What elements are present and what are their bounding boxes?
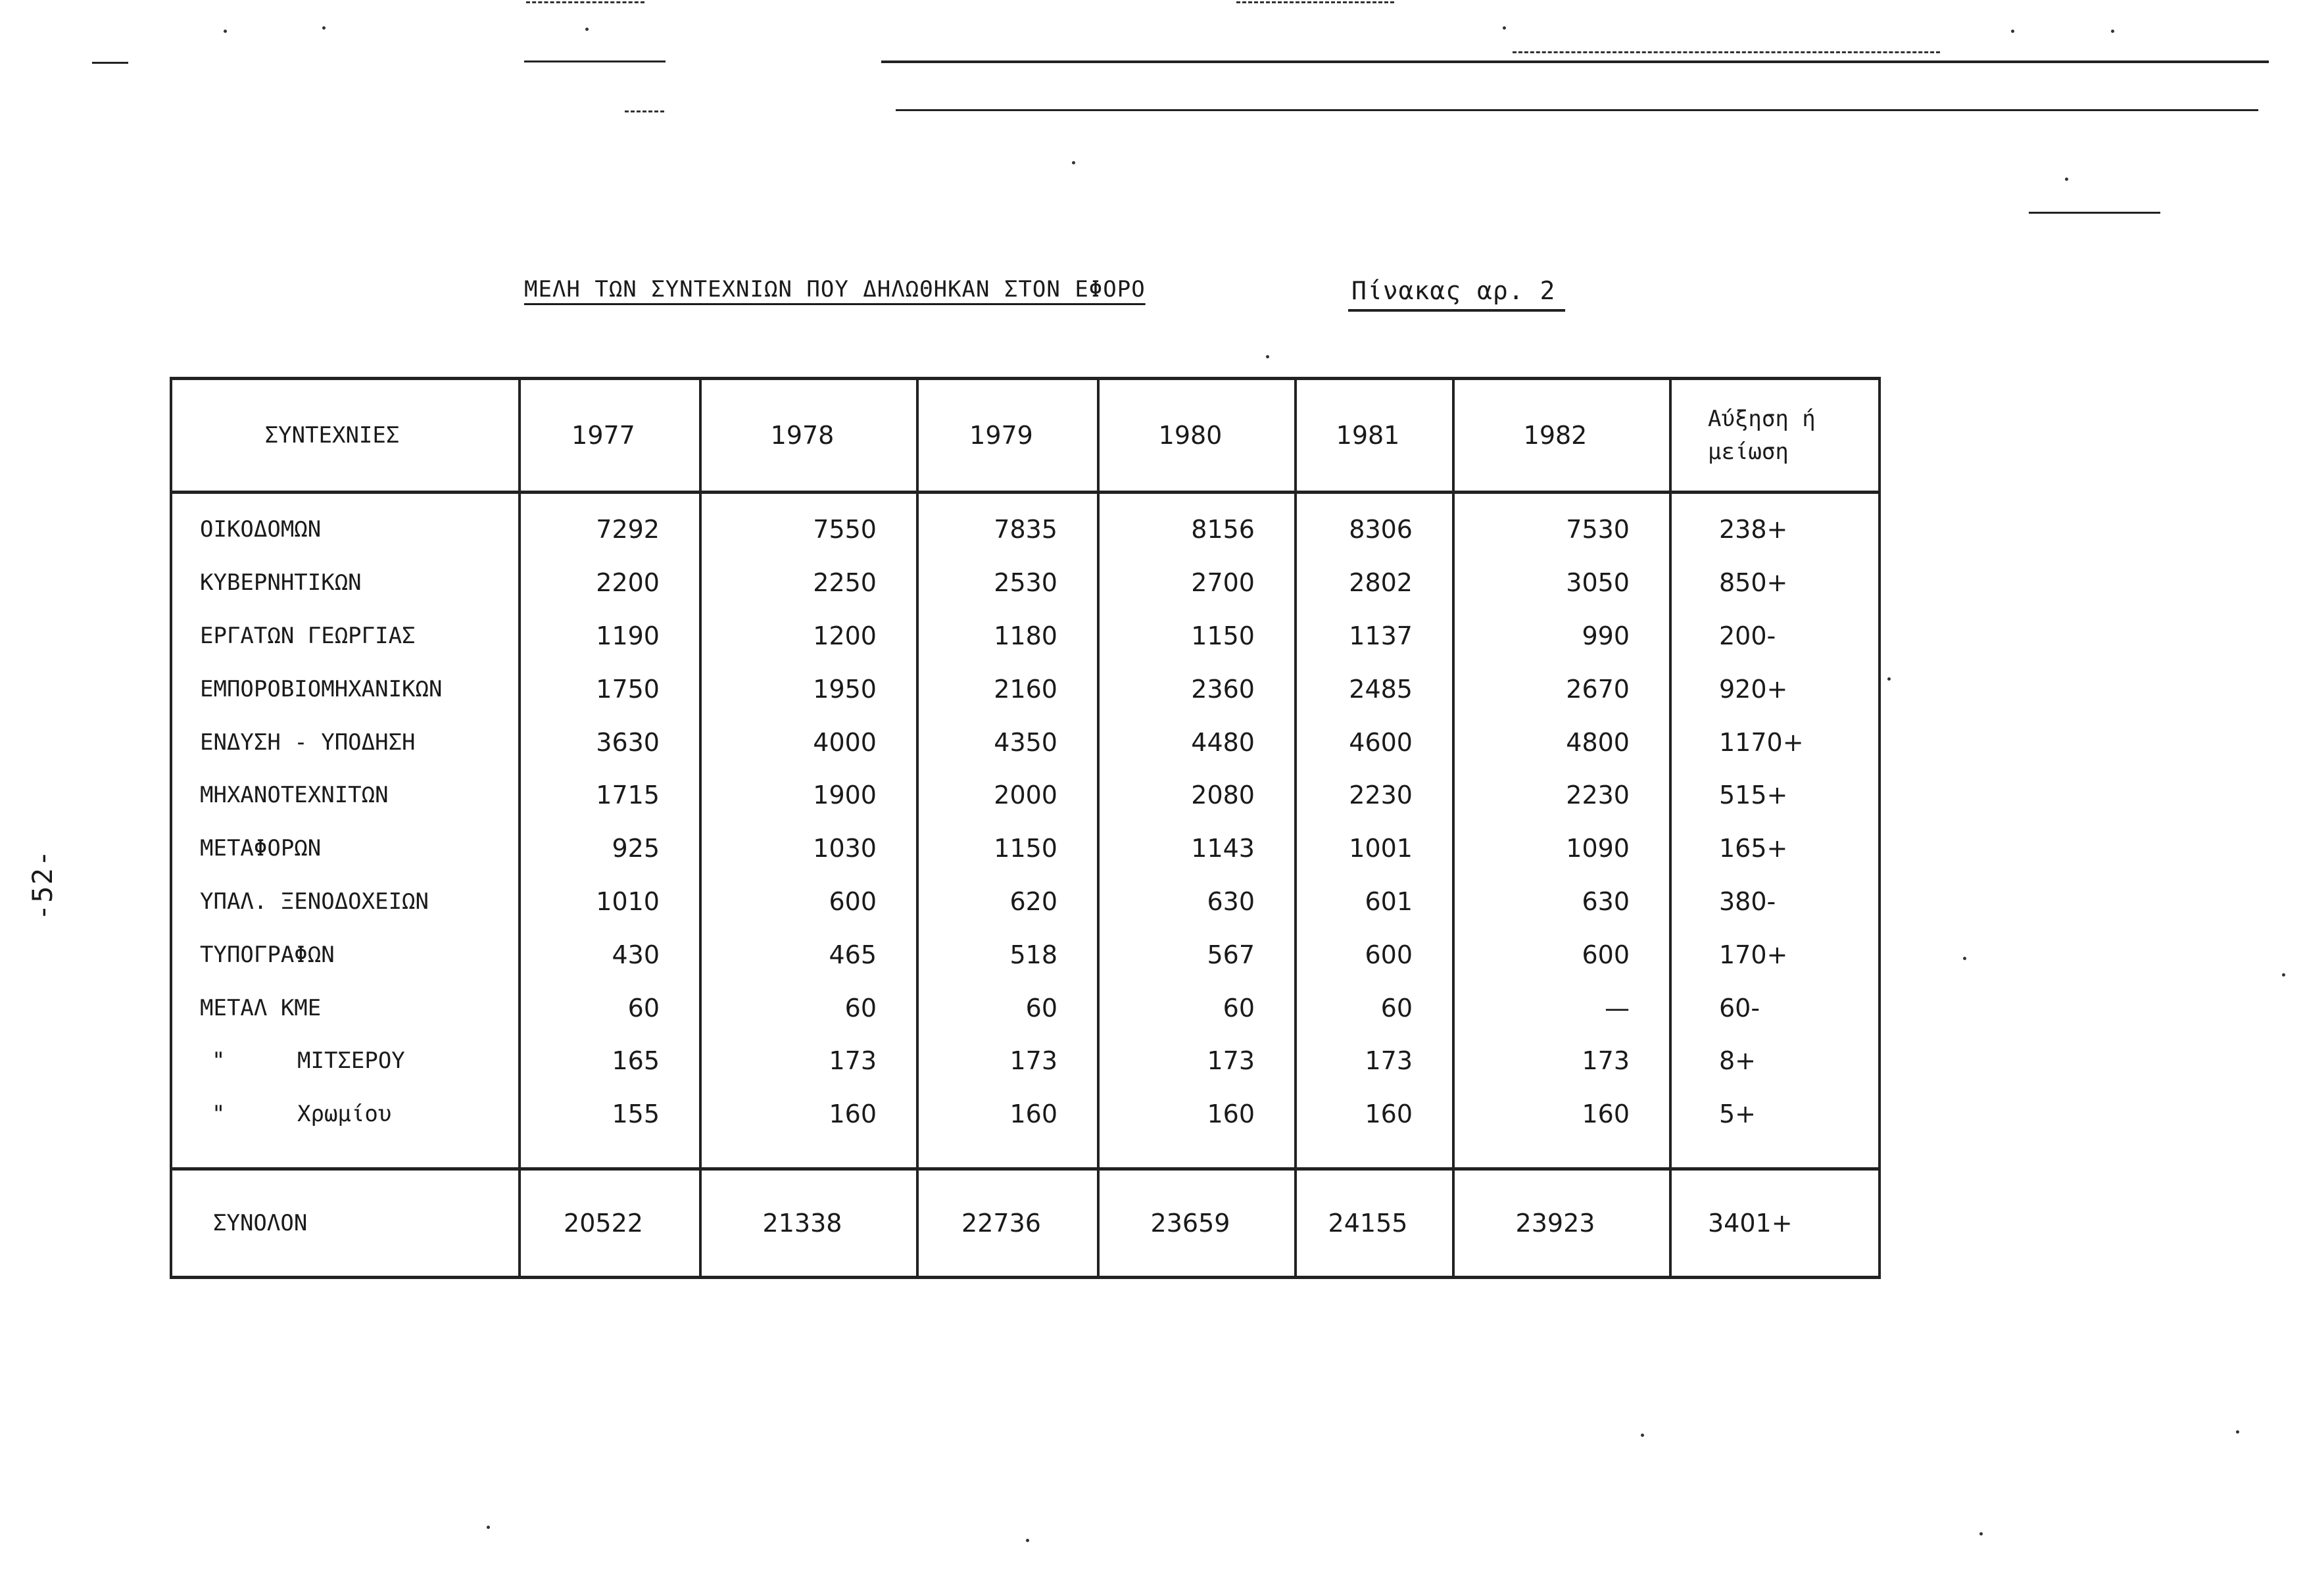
value-cell: 1200 (700, 610, 917, 663)
union-name-cell (171, 875, 520, 929)
union-name-cell (171, 981, 520, 1034)
value-cell: 2230 (1296, 769, 1453, 822)
total-row (171, 1169, 1880, 1277)
value-cell: 4350 (917, 715, 1098, 769)
union-name: ΕΡΓΑΤΩΝ ΓΕΩΡΓΙΑΣ (200, 622, 416, 649)
table-row (171, 556, 1880, 610)
header-rule (881, 60, 2269, 63)
change-cell: 170+ (1670, 928, 1880, 981)
value-cell: 160 (1296, 1088, 1453, 1141)
value-cell: 173 (1098, 1034, 1296, 1088)
scan-speck (1979, 1532, 1983, 1536)
value-cell: 630 (1453, 875, 1670, 929)
union-name: ΜΕΤΑΛ ΚΜΕ (200, 994, 322, 1021)
value-cell: 60 (700, 981, 917, 1034)
change-cell: 60- (1670, 981, 1880, 1034)
value-cell: 925 (520, 822, 700, 875)
table-row (171, 493, 1880, 556)
value-cell: 2200 (520, 556, 700, 610)
value-cell: 60 (1098, 981, 1296, 1034)
header-rule (524, 60, 666, 62)
scan-speck (1641, 1434, 1644, 1437)
table-row (171, 715, 1880, 769)
total-cell: 24155 (1296, 1169, 1453, 1277)
union-name-cell (171, 1034, 520, 1088)
change-cell: 165+ (1670, 822, 1880, 875)
header-rule (896, 109, 2258, 111)
header-dash (1513, 51, 1940, 53)
value-cell: 2250 (700, 556, 917, 610)
table-row (171, 1034, 1880, 1088)
union-name: Χρωμίου (297, 1101, 392, 1128)
scan-speck (2065, 178, 2068, 181)
value-cell: 2360 (1098, 662, 1296, 715)
spacer-cell (520, 1141, 700, 1169)
value-cell: 1010 (520, 875, 700, 929)
scan-speck (1963, 957, 1966, 960)
scan-speck (2111, 30, 2114, 33)
table-row (171, 875, 1880, 929)
union-name-cell (171, 1088, 520, 1141)
value-cell: 1180 (917, 610, 1098, 663)
value-cell: 1150 (917, 822, 1098, 875)
union-name-cell (171, 769, 520, 822)
union-name: ΜΙΤΣΕΡΟΥ (297, 1048, 405, 1075)
value-cell: 601 (1296, 875, 1453, 929)
value-cell: 60 (1296, 981, 1453, 1034)
value-cell: 1900 (700, 769, 917, 822)
header-rule (92, 62, 128, 64)
value-cell: 518 (917, 928, 1098, 981)
value-cell: 2485 (1296, 662, 1453, 715)
union-name: ΟΙΚΟΔΟΜΩΝ (200, 516, 322, 543)
table-label-underline (1348, 309, 1565, 312)
scan-speck (224, 30, 227, 33)
column-header-1977: 1977 (520, 379, 700, 493)
value-cell: 1001 (1296, 822, 1453, 875)
scan-speck (1503, 26, 1506, 30)
value-cell: 1950 (700, 662, 917, 715)
value-cell: 60 (917, 981, 1098, 1034)
union-name-cell (171, 928, 520, 981)
page-number: -52- (26, 848, 59, 921)
scan-speck (1266, 355, 1269, 358)
value-cell: 4480 (1098, 715, 1296, 769)
value-cell: 173 (917, 1034, 1098, 1088)
union-name: ΕΜΠΟΡΟΒΙΟΜΗΧΑΝΙΚΩΝ (200, 675, 443, 702)
value-cell: 7550 (700, 493, 917, 556)
ditto-mark: " (212, 1048, 226, 1075)
union-name-cell (171, 556, 520, 610)
value-cell: 7292 (520, 493, 700, 556)
union-name-cell (171, 715, 520, 769)
value-cell: 160 (700, 1088, 917, 1141)
value-cell: 173 (700, 1034, 917, 1088)
value-cell: 2802 (1296, 556, 1453, 610)
scan-speck (2282, 973, 2285, 977)
value-cell: 165 (520, 1034, 700, 1088)
table-row (171, 662, 1880, 715)
total-cell: 22736 (917, 1169, 1098, 1277)
table-row (171, 769, 1880, 822)
column-header-change: Αύξηση ή μείωση (1670, 379, 1880, 493)
total-cell: 23659 (1098, 1169, 1296, 1277)
change-cell: 920+ (1670, 662, 1880, 715)
header-dash (625, 110, 664, 112)
change-cell: 238+ (1670, 493, 1880, 556)
scan-speck (1072, 161, 1075, 164)
scan-speck (2011, 30, 2014, 33)
value-cell: 8156 (1098, 493, 1296, 556)
value-cell: 2230 (1453, 769, 1670, 822)
change-cell: 515+ (1670, 769, 1880, 822)
spacer-cell (1296, 1141, 1453, 1169)
change-cell: 1170+ (1670, 715, 1880, 769)
value-cell: 2670 (1453, 662, 1670, 715)
column-header-1979: 1979 (917, 379, 1098, 493)
value-cell: 2160 (917, 662, 1098, 715)
union-name-cell (171, 610, 520, 663)
value-cell: 600 (700, 875, 917, 929)
value-cell: 8306 (1296, 493, 1453, 556)
scan-speck (1887, 677, 1891, 681)
value-cell: 2080 (1098, 769, 1296, 822)
value-cell: 1030 (700, 822, 917, 875)
value-cell: 173 (1296, 1034, 1453, 1088)
table-title: ΜΕΛΗ ΤΩΝ ΣΥΝΤΕΧΝΙΩΝ ΠΟΥ ΔΗΛΩΘΗΚΑΝ ΣΤΟΝ ΕΦΟΡΟ (524, 276, 1146, 302)
table-footer (171, 1169, 1880, 1277)
value-cell: 1750 (520, 662, 700, 715)
column-header-unions: ΣΥΝΤΕΧΝΙΕΣ (171, 379, 520, 493)
value-cell: 1143 (1098, 822, 1296, 875)
scan-speck (1026, 1539, 1029, 1542)
table-label: Πίνακας αρ. 2 (1351, 276, 1556, 305)
change-cell: 200- (1670, 610, 1880, 663)
value-cell: 155 (520, 1088, 700, 1141)
value-cell: 430 (520, 928, 700, 981)
table-row (171, 981, 1880, 1034)
value-cell: 1190 (520, 610, 700, 663)
value-cell: 1715 (520, 769, 700, 822)
change-cell: 850+ (1670, 556, 1880, 610)
value-cell: 7530 (1453, 493, 1670, 556)
spacer-cell (171, 1141, 520, 1169)
total-label: ΣΥΝΟΛΟΝ (171, 1169, 520, 1277)
header-rule (2029, 212, 2160, 214)
value-cell: 7835 (917, 493, 1098, 556)
value-cell: 630 (1098, 875, 1296, 929)
change-cell: 380- (1670, 875, 1880, 929)
total-cell: 23923 (1453, 1169, 1670, 1277)
column-header-1981: 1981 (1296, 379, 1453, 493)
value-cell: 465 (700, 928, 917, 981)
value-cell: 160 (1098, 1088, 1296, 1141)
spacer-cell (1670, 1141, 1880, 1169)
value-cell: 990 (1453, 610, 1670, 663)
ditto-mark: " (212, 1101, 226, 1128)
value-cell: 3050 (1453, 556, 1670, 610)
column-header-1982: 1982 (1453, 379, 1670, 493)
value-cell: 173 (1453, 1034, 1670, 1088)
value-cell: 4800 (1453, 715, 1670, 769)
total-cell: 21338 (700, 1169, 917, 1277)
value-cell: 160 (1453, 1088, 1670, 1141)
table-row (171, 928, 1880, 981)
value-cell: 2700 (1098, 556, 1296, 610)
value-cell: — (1453, 981, 1670, 1034)
spacer-cell (917, 1141, 1098, 1169)
members-table (170, 377, 1881, 1279)
table-row (171, 1088, 1880, 1141)
column-header-1980: 1980 (1098, 379, 1296, 493)
change-cell: 5+ (1670, 1088, 1880, 1141)
spacer-cell (1098, 1141, 1296, 1169)
spacer-cell (700, 1141, 917, 1169)
union-name-cell (171, 493, 520, 556)
union-name: ΜΕΤΑΦΟΡΩΝ (200, 835, 322, 862)
header-dash (1236, 1, 1394, 3)
value-cell: 60 (520, 981, 700, 1034)
spacer-row (171, 1141, 1880, 1169)
total-cell: 20522 (520, 1169, 700, 1277)
scan-speck (322, 26, 326, 30)
value-cell: 2530 (917, 556, 1098, 610)
scan-speck (2236, 1430, 2239, 1434)
value-cell: 1090 (1453, 822, 1670, 875)
table-body (171, 493, 1880, 1169)
value-cell: 1137 (1296, 610, 1453, 663)
column-header-1978: 1978 (700, 379, 917, 493)
union-name: ΤΥΠΟΓΡΑΦΩΝ (200, 941, 335, 968)
spacer-cell (1453, 1141, 1670, 1169)
union-name-cell (171, 822, 520, 875)
table-row (171, 822, 1880, 875)
union-name-cell (171, 662, 520, 715)
union-name: ΚΥΒΕΡΝΗΤΙΚΩΝ (200, 569, 362, 596)
value-cell: 567 (1098, 928, 1296, 981)
change-cell: 8+ (1670, 1034, 1880, 1088)
value-cell: 4000 (700, 715, 917, 769)
value-cell: 2000 (917, 769, 1098, 822)
union-name: ΜΗΧΑΝΟΤΕΧΝΙΤΩΝ (200, 782, 389, 809)
table-header (171, 379, 1880, 493)
value-cell: 600 (1296, 928, 1453, 981)
value-cell: 4600 (1296, 715, 1453, 769)
value-cell: 600 (1453, 928, 1670, 981)
scan-speck (487, 1526, 490, 1529)
value-cell: 1150 (1098, 610, 1296, 663)
table-row (171, 610, 1880, 663)
header-dash (526, 1, 644, 3)
value-cell: 620 (917, 875, 1098, 929)
union-name: ΕΝΔΥΣΗ - ΥΠΟΔΗΣΗ (200, 729, 416, 756)
total-change-cell: 3401+ (1670, 1169, 1880, 1277)
union-name: ΥΠΑΛ. ΞΕΝΟΔΟΧΕΙΩΝ (200, 888, 429, 915)
value-cell: 3630 (520, 715, 700, 769)
scan-speck (585, 28, 589, 31)
value-cell: 160 (917, 1088, 1098, 1141)
